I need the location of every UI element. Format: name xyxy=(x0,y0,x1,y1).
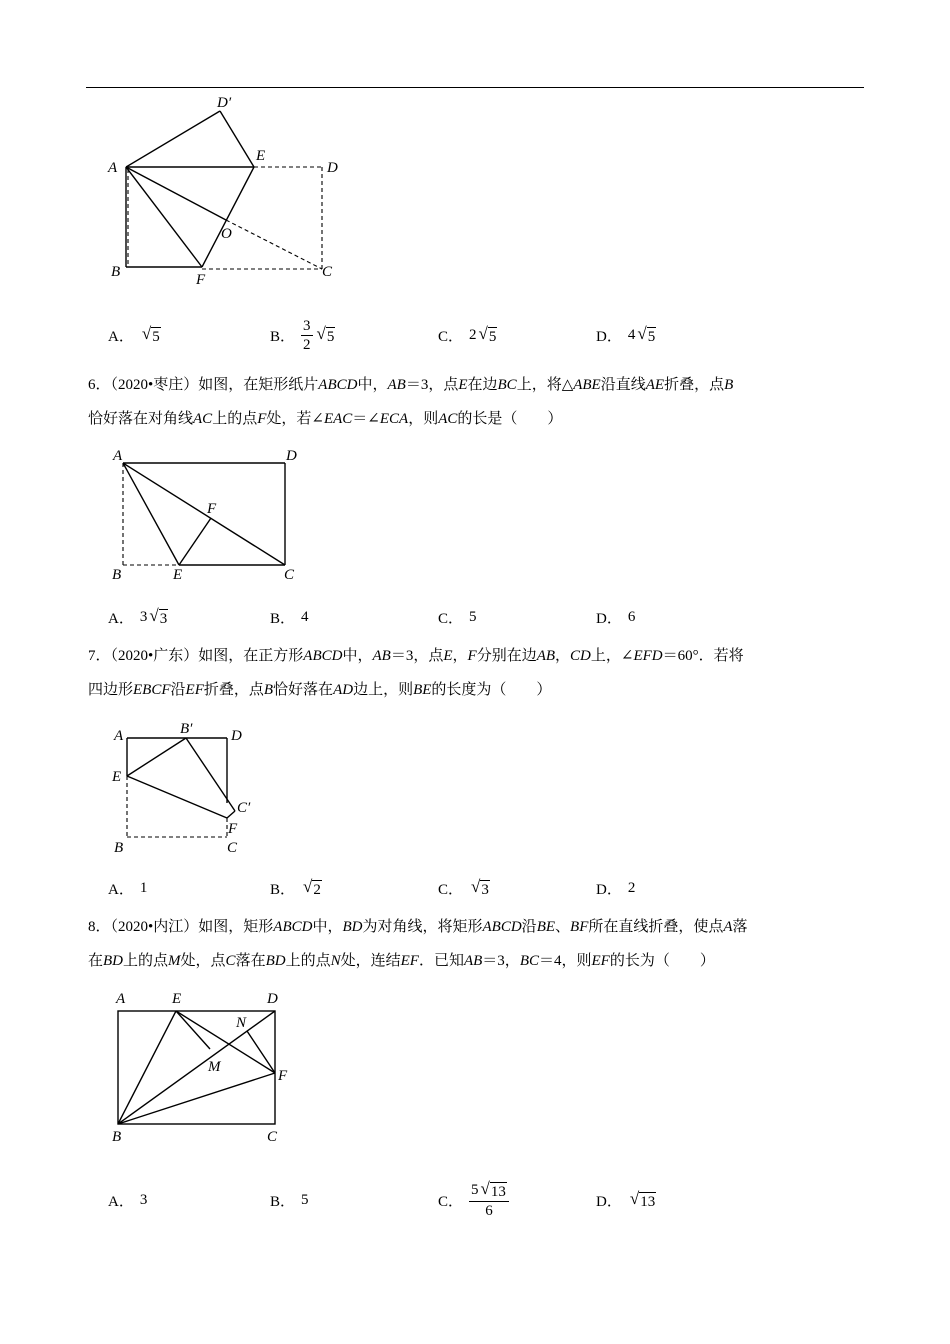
q5-label-b: B xyxy=(111,264,121,280)
q8-label-f: F xyxy=(278,1068,288,1084)
fraction: $\frac{3}{2}$ xyxy=(303,317,311,353)
sqrt: √ 13 xyxy=(629,1188,656,1210)
q7-stem: 7．（2020•广东）如图，在正方形ABCD中，AB＝3，点E，F分别在边AB，CD上，∠EFD＝60°．若将 四边形EBCF沿EF折叠，点B恰好落在AD边上，则BE的长度为（ ） xyxy=(88,648,744,698)
q8-label-e: E xyxy=(172,991,182,1007)
q7-options xyxy=(108,868,868,908)
q6-label-c: C xyxy=(284,567,295,583)
q6-label-d: D xyxy=(286,448,297,464)
q8-label-d: D xyxy=(267,991,278,1007)
q7-label-b: B xyxy=(114,840,124,856)
q6-label-a: A xyxy=(113,448,123,464)
q8-option-d[interactable]: D． √ 13 xyxy=(596,1188,656,1210)
q6-option-d[interactable]: D． 6 xyxy=(596,608,636,627)
q5-label-dprime: D′ xyxy=(217,95,232,111)
q8-option-a[interactable]: A． 3 xyxy=(108,1191,148,1210)
q7-label-f: F xyxy=(228,821,238,837)
q8-label-c: C xyxy=(267,1129,278,1145)
q8-label-a: A xyxy=(116,991,126,1007)
sqrt: √ 5 xyxy=(141,323,160,345)
q5-label-o: O xyxy=(221,226,232,242)
q7-label-cprime: C′ xyxy=(237,800,251,816)
q8-options xyxy=(108,1176,868,1224)
q8-label-b: B xyxy=(112,1129,122,1145)
q7-figure xyxy=(100,715,270,860)
q6-stem: 6．（2020•枣庄）如图，在矩形纸片ABCD中，AB＝3，点E在边BC上，将△ABE沿直线AE折叠，点B 恰好落在对角线AC上的点F处，若∠EAC＝∠ECA，则AC的长是（ ） xyxy=(88,377,734,427)
q5-label-c: C xyxy=(322,264,333,280)
q5-option-a[interactable]: A． √ 5 xyxy=(108,323,160,345)
q7-label-e: E xyxy=(112,769,122,785)
q6-option-a[interactable]: A． 3 √ 3 xyxy=(108,605,168,627)
q5-label-a: A xyxy=(108,160,118,176)
q7-label-bprime: B′ xyxy=(180,721,193,737)
q5-options xyxy=(108,315,868,355)
sqrt: √ 3 xyxy=(471,876,489,898)
q6-option-c[interactable]: C． 5 xyxy=(438,608,477,627)
q7-label-d: D xyxy=(231,728,242,744)
q8-stem: 8．（2020•内江）如图，矩形ABCD中，BD为对角线，将矩形ABCD沿BE、BF所在直线折叠，使点A落 在BD上的点M处，点C落在BD上的点N处，连结EF．已知AB＝3，BC＝4，则EF的长为（ ） xyxy=(88,919,748,969)
q6-options xyxy=(108,597,868,637)
q5-option-d[interactable]: D． 4 √ 5 xyxy=(596,323,656,345)
sqrt: √ 5 xyxy=(478,323,497,345)
q6-figure xyxy=(100,440,315,590)
q6-label-b: B xyxy=(112,567,122,583)
q8-figure xyxy=(100,985,300,1145)
q5-label-d: D xyxy=(327,160,338,176)
header-rule xyxy=(86,87,864,88)
q5-option-b[interactable]: B． $\frac{3}{2}$ √ 5 xyxy=(270,317,335,353)
q8-option-c[interactable]: C． 5 √ 13 6 xyxy=(438,1176,511,1224)
q6-label-e: E xyxy=(173,567,183,583)
q5-option-c[interactable]: C． 2 √ 5 xyxy=(438,323,497,345)
q5-figure xyxy=(100,92,350,287)
q7-option-d[interactable]: D． 2 xyxy=(596,879,636,898)
q8-label-n: N xyxy=(236,1015,247,1031)
sqrt: √ 5 xyxy=(316,323,335,345)
q8-label-m: M xyxy=(208,1059,221,1075)
q5-label-f: F xyxy=(196,272,206,288)
q5-label-e: E xyxy=(256,148,266,164)
q7-label-c: C xyxy=(227,840,238,856)
sqrt: √ 2 xyxy=(303,876,321,898)
q7-label-a: A xyxy=(114,728,124,744)
q7-option-c[interactable]: C． √ 3 xyxy=(438,876,489,898)
fraction: 5 √ 13 6 xyxy=(469,1180,509,1220)
q7-option-a[interactable]: A． 1 xyxy=(108,879,148,898)
sqrt: √ 5 xyxy=(637,323,656,345)
q6-option-b[interactable]: B． 4 xyxy=(270,608,309,627)
q6-label-f: F xyxy=(207,501,217,517)
sqrt: √ 3 xyxy=(149,605,168,627)
q7-option-b[interactable]: B． √ 2 xyxy=(270,876,321,898)
q8-option-b[interactable]: B． 5 xyxy=(270,1191,309,1210)
